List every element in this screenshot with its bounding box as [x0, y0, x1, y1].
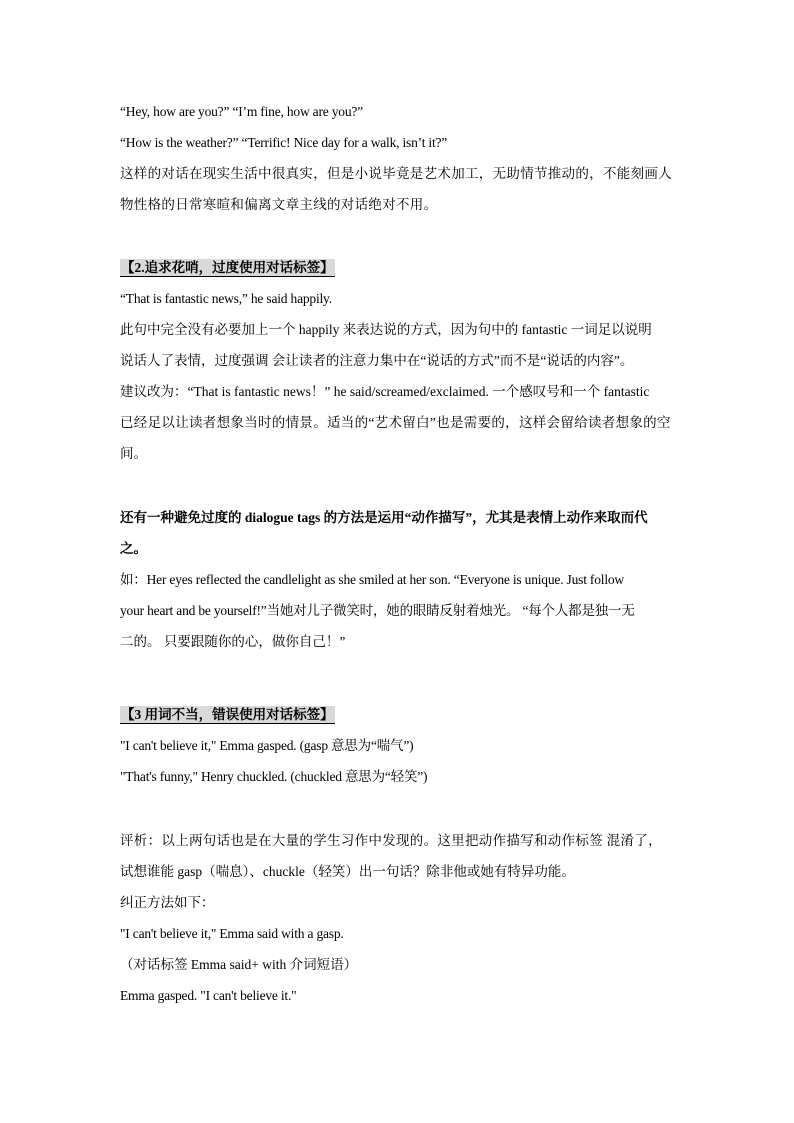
- paragraph-line: （对话标签 Emma said+ with 介词短语）: [120, 957, 358, 972]
- paragraph-line: 评析：以上两句话也是在大量的学生习作中发现的。这里把动作描写和动作标签 混淆了，: [120, 833, 662, 848]
- example-line: 如：Her eyes reflected the candlelight as she smiled at her son. “Everyone is unique. Just follow: [120, 572, 624, 587]
- bold-tip-line: 还有一种避免过度的 dialogue tags 的方法是运用“动作描写”，尤其是表情上动作来取而代: [120, 510, 648, 525]
- example-sentence: "That's funny," Henry chuckled. (chuckled 意思为“轻笑”): [120, 769, 428, 784]
- paragraph-line: 说话人了表情，过度强调 会让读者的注意力集中在“说话的方式”而不是“说话的内容”。: [120, 353, 634, 368]
- example-line: 二的。 只要跟随你的心，做你自己！”: [120, 634, 346, 649]
- example-line: your heart and be yourself!”当她对儿子微笑时，她的眼睛反射着烛光。 “每个人都是独一无: [120, 603, 635, 618]
- bold-tip-line: 之。: [120, 541, 147, 556]
- paragraph-line: 此句中完全没有必要加上一个 happily 来表达说的方式，因为句中的 fantastic 一词足以说明: [120, 322, 652, 337]
- paragraph-line: 物性格的日常寒暄和偏离文章主线的对话绝对不用。: [120, 197, 438, 212]
- section-heading-2: [120, 258, 676, 278]
- paragraph-line: 试想谁能 gasp（喘息）、chuckle（轻笑）出一句话？除非他或她有特异功能。: [120, 864, 575, 879]
- example-sentence: "I can't believe it," Emma said with a gasp.: [120, 926, 344, 941]
- dialogue-example-2: “How is the weather?” “Terrific! Nice day for a walk, isn’t it?”: [120, 135, 448, 150]
- section-heading-2-text: 【2.追求花哨，过度使用对话标签】: [121, 260, 334, 275]
- paragraph-line: 纠正方法如下：: [120, 895, 215, 910]
- paragraph-line: 建议改为：“That is fantastic news！” he said/screamed/exclaimed. 一个感叹号和一个 fantastic: [120, 384, 650, 399]
- example-sentence: "I can't believe it," Emma gasped. (gasp 意思为“喘气”): [120, 738, 414, 753]
- paragraph-line: 已经足以让读者想象当时的情景。适当的“艺术留白”也是需要的，这样会留给读者想象的空: [120, 415, 671, 430]
- paragraph-line: 间。: [120, 446, 147, 461]
- dialogue-example-1: “Hey, how are you?” “I’m fine, how are you?”: [120, 104, 363, 119]
- example-sentence: Emma gasped. "I can't believe it.": [120, 988, 297, 1003]
- section-heading-3: [120, 705, 676, 725]
- section-heading-3-text: 【3 用词不当，错误使用对话标签】: [121, 707, 334, 722]
- paragraph-line: 这样的对话在现实生活中很真实，但是小说毕竟是艺术加工，无助情节推动的，不能刻画人: [120, 166, 672, 181]
- example-sentence: “That is fantastic news,” he said happily.: [120, 291, 332, 306]
